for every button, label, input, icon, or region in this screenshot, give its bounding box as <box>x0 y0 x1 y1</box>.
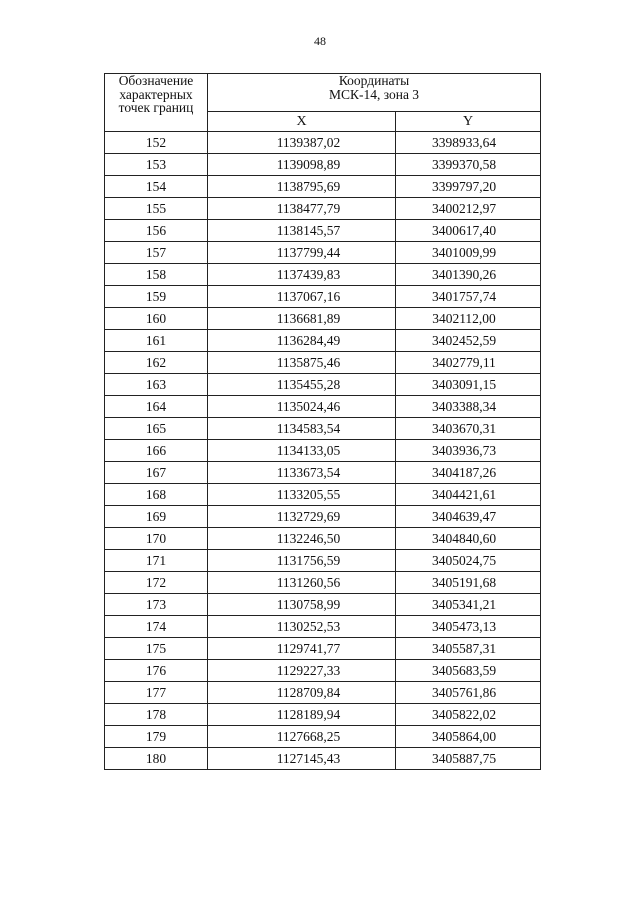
table-row <box>105 198 541 220</box>
point-number-cell: 158 <box>105 264 208 286</box>
x-coordinate-cell: 1135024,46 <box>208 396 396 418</box>
point-number-cell: 159 <box>105 286 208 308</box>
point-number-cell: 164 <box>105 396 208 418</box>
table-row <box>105 176 541 198</box>
x-coordinate-cell: 1139098,89 <box>208 154 396 176</box>
x-coordinate-cell: 1137439,83 <box>208 264 396 286</box>
point-number-cell: 157 <box>105 242 208 264</box>
x-coordinate-cell: 1129227,33 <box>208 660 396 682</box>
y-coordinate-cell: 3405024,75 <box>396 550 541 572</box>
y-coordinate-cell: 3403388,34 <box>396 396 541 418</box>
point-designation-header <box>105 74 208 132</box>
x-coordinate-cell: 1130758,99 <box>208 594 396 616</box>
x-coordinate-cell: 1128709,84 <box>208 682 396 704</box>
table-row <box>105 330 541 352</box>
table-row <box>105 352 541 374</box>
y-coordinate-cell: 3405191,68 <box>396 572 541 594</box>
x-coordinate-cell: 1131260,56 <box>208 572 396 594</box>
y-coordinate-cell: 3404840,60 <box>396 528 541 550</box>
y-coordinate-cell: 3402452,59 <box>396 330 541 352</box>
point-number-cell: 165 <box>105 418 208 440</box>
table-row <box>105 594 541 616</box>
y-coordinate-cell: 3405887,75 <box>396 748 541 770</box>
point-number-cell: 177 <box>105 682 208 704</box>
point-header-line3: точек границ <box>118 100 194 115</box>
x-coordinate-cell: 1127145,43 <box>208 748 396 770</box>
table-row <box>105 528 541 550</box>
y-coordinate-cell: 3399797,20 <box>396 176 541 198</box>
point-number-cell: 167 <box>105 462 208 484</box>
table-row <box>105 242 541 264</box>
y-coordinate-cell: 3400617,40 <box>396 220 541 242</box>
y-column-header: Y <box>396 112 541 132</box>
y-coordinate-cell: 3404187,26 <box>396 462 541 484</box>
coordinates-header-line1: Координаты <box>338 73 410 88</box>
y-coordinate-cell: 3398933,64 <box>396 132 541 154</box>
x-coordinate-cell: 1129741,77 <box>208 638 396 660</box>
point-number-cell: 171 <box>105 550 208 572</box>
table-row <box>105 462 541 484</box>
point-number-cell: 156 <box>105 220 208 242</box>
point-number-cell: 174 <box>105 616 208 638</box>
point-number-cell: 152 <box>105 132 208 154</box>
x-coordinate-cell: 1134133,05 <box>208 440 396 462</box>
y-coordinate-cell: 3405822,02 <box>396 704 541 726</box>
x-coordinate-cell: 1138477,79 <box>208 198 396 220</box>
y-coordinate-cell: 3405341,21 <box>396 594 541 616</box>
y-coordinate-cell: 3399370,58 <box>396 154 541 176</box>
y-coordinate-cell: 3403670,31 <box>396 418 541 440</box>
y-coordinate-cell: 3401757,74 <box>396 286 541 308</box>
table-row <box>105 396 541 418</box>
x-coordinate-cell: 1131756,59 <box>208 550 396 572</box>
x-coordinate-cell: 1128189,94 <box>208 704 396 726</box>
point-number-cell: 176 <box>105 660 208 682</box>
y-coordinate-cell: 3404421,61 <box>396 484 541 506</box>
x-coordinate-cell: 1138795,69 <box>208 176 396 198</box>
x-coordinate-cell: 1134583,54 <box>208 418 396 440</box>
x-coordinate-cell: 1132729,69 <box>208 506 396 528</box>
y-coordinate-cell: 3401009,99 <box>396 242 541 264</box>
point-number-cell: 169 <box>105 506 208 528</box>
coordinates-table <box>104 73 541 770</box>
x-coordinate-cell: 1130252,53 <box>208 616 396 638</box>
point-number-cell: 170 <box>105 528 208 550</box>
table-body <box>105 132 541 770</box>
point-number-cell: 154 <box>105 176 208 198</box>
table-row <box>105 726 541 748</box>
x-coordinate-cell: 1139387,02 <box>208 132 396 154</box>
y-coordinate-cell: 3405587,31 <box>396 638 541 660</box>
point-number-cell: 155 <box>105 198 208 220</box>
x-column-header: X <box>208 112 396 132</box>
point-number-cell: 161 <box>105 330 208 352</box>
y-coordinate-cell: 3403091,15 <box>396 374 541 396</box>
table-row <box>105 484 541 506</box>
y-coordinate-cell: 3405473,13 <box>396 616 541 638</box>
table-row <box>105 220 541 242</box>
table-row <box>105 374 541 396</box>
y-coordinate-cell: 3402779,11 <box>396 352 541 374</box>
point-number-cell: 153 <box>105 154 208 176</box>
coordinates-header <box>208 74 541 112</box>
y-coordinate-cell: 3405864,00 <box>396 726 541 748</box>
page-number: 48 <box>314 34 326 48</box>
x-coordinate-cell: 1135455,28 <box>208 374 396 396</box>
x-coordinate-cell: 1136284,49 <box>208 330 396 352</box>
table-row <box>105 572 541 594</box>
point-header-line2: характерных <box>119 86 193 102</box>
point-number-cell: 166 <box>105 440 208 462</box>
point-number-cell: 178 <box>105 704 208 726</box>
y-coordinate-cell: 3405683,59 <box>396 660 541 682</box>
y-coordinate-cell: 3403936,73 <box>396 440 541 462</box>
point-number-cell: 168 <box>105 484 208 506</box>
point-number-cell: 179 <box>105 726 208 748</box>
point-header-line1: Обозначение <box>118 73 194 88</box>
coordinates-header-line2: МСК-14, зона 3 <box>328 86 420 102</box>
table-row <box>105 132 541 154</box>
table-row <box>105 418 541 440</box>
point-number-cell: 160 <box>105 308 208 330</box>
point-number-cell: 162 <box>105 352 208 374</box>
table-row <box>105 286 541 308</box>
table-row <box>105 704 541 726</box>
x-coordinate-cell: 1133205,55 <box>208 484 396 506</box>
x-coordinate-cell: 1133673,54 <box>208 462 396 484</box>
table-row <box>105 660 541 682</box>
x-coordinate-cell: 1136681,89 <box>208 308 396 330</box>
table-header-row <box>105 74 541 112</box>
table-row <box>105 550 541 572</box>
table-row <box>105 506 541 528</box>
y-coordinate-cell: 3402112,00 <box>396 308 541 330</box>
point-number-cell: 173 <box>105 594 208 616</box>
x-coordinate-cell: 1138145,57 <box>208 220 396 242</box>
x-coordinate-cell: 1137067,16 <box>208 286 396 308</box>
table-row <box>105 264 541 286</box>
y-coordinate-cell: 3405761,86 <box>396 682 541 704</box>
point-number-cell: 175 <box>105 638 208 660</box>
point-number-cell: 163 <box>105 374 208 396</box>
table-row <box>105 748 541 770</box>
x-coordinate-cell: 1127668,25 <box>208 726 396 748</box>
point-number-cell: 180 <box>105 748 208 770</box>
y-coordinate-cell: 3401390,26 <box>396 264 541 286</box>
table-row <box>105 616 541 638</box>
point-number-cell: 172 <box>105 572 208 594</box>
table-row <box>105 682 541 704</box>
x-coordinate-cell: 1135875,46 <box>208 352 396 374</box>
y-coordinate-cell: 3400212,97 <box>396 198 541 220</box>
table-row <box>105 638 541 660</box>
x-coordinate-cell: 1132246,50 <box>208 528 396 550</box>
table-row <box>105 308 541 330</box>
y-coordinate-cell: 3404639,47 <box>396 506 541 528</box>
table-row <box>105 440 541 462</box>
table-row <box>105 154 541 176</box>
x-coordinate-cell: 1137799,44 <box>208 242 396 264</box>
